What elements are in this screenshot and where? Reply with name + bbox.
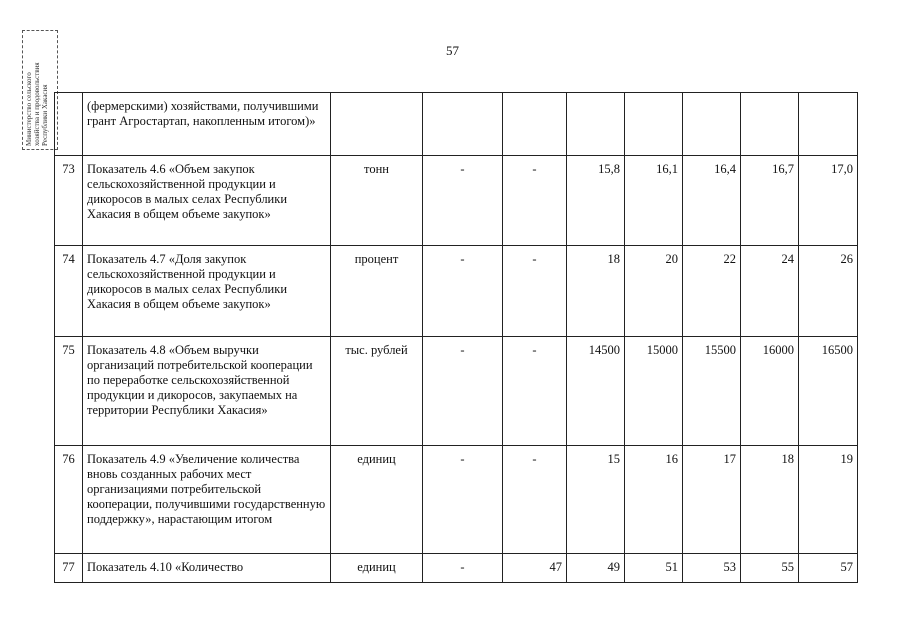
unit-cell (331, 93, 423, 156)
row-number (55, 93, 83, 156)
unit-cell: тыс. рублей (331, 337, 423, 446)
unit-cell: единиц (331, 554, 423, 583)
indicators-table (54, 92, 858, 583)
value-cell: 16,7 (741, 156, 799, 246)
page-number: 57 (446, 43, 459, 58)
indicator-name: (фермерскими) хозяйствами, получившими грант Агростартап, накопленным итогом)» (83, 93, 331, 156)
value-cell: 17 (683, 446, 741, 554)
value-cell: 22 (683, 246, 741, 337)
value-cell: 47 (503, 554, 567, 583)
value-cell: 26 (799, 246, 858, 337)
indicator-name: Показатель 4.7 «Доля закупок сельскохозяйственной продукции и дикоросов в малых селах Республики Хакасия в общем объеме закупок» (83, 246, 331, 337)
value-cell: 16 (625, 446, 683, 554)
table-row (55, 246, 858, 337)
value-cell: 51 (625, 554, 683, 583)
value-cell: 15500 (683, 337, 741, 446)
indicator-name: Показатель 4.9 «Увеличение количества вновь созданных рабочих мест организациями потребительской кооперации, получившими государственную поддержку», нарастающим итогом (83, 446, 331, 554)
row-number: 73 (55, 156, 83, 246)
value-cell: 14500 (567, 337, 625, 446)
row-number: 75 (55, 337, 83, 446)
value-cell: - (423, 446, 503, 554)
stamp-line: Республики Хакасия (41, 84, 49, 146)
value-cell: 17,0 (799, 156, 858, 246)
value-cell (799, 93, 858, 156)
value-cell: 24 (741, 246, 799, 337)
value-cell (567, 93, 625, 156)
table-row (55, 337, 858, 446)
value-cell: - (503, 246, 567, 337)
value-cell: 16,1 (625, 156, 683, 246)
value-cell (625, 93, 683, 156)
row-number: 76 (55, 446, 83, 554)
value-cell: 16000 (741, 337, 799, 446)
value-cell: - (503, 337, 567, 446)
value-cell: - (423, 554, 503, 583)
indicator-name: Показатель 4.8 «Объем выручки организаций потребительской кооперации по переработке сельскохозяйственной продукции и дикоросов, закупаемых на территории Республики Хакасия» (83, 337, 331, 446)
row-number: 74 (55, 246, 83, 337)
value-cell (683, 93, 741, 156)
stamp-line: Министерство сельского (25, 72, 33, 146)
value-cell: - (423, 246, 503, 337)
stamp-line: хозяйства и продовольствия (33, 62, 41, 146)
value-cell: 15 (567, 446, 625, 554)
unit-cell: процент (331, 246, 423, 337)
value-cell: 18 (567, 246, 625, 337)
unit-cell: тонн (331, 156, 423, 246)
value-cell: 15,8 (567, 156, 625, 246)
value-cell: 49 (567, 554, 625, 583)
value-cell: 15000 (625, 337, 683, 446)
value-cell: - (503, 446, 567, 554)
unit-cell: единиц (331, 446, 423, 554)
value-cell: 16500 (799, 337, 858, 446)
table-row (55, 93, 858, 156)
value-cell: 18 (741, 446, 799, 554)
value-cell: 19 (799, 446, 858, 554)
value-cell (503, 93, 567, 156)
table-row (55, 554, 858, 583)
indicator-name: Показатель 4.6 «Объем закупок сельскохозяйственной продукции и дикоросов в малых селах Республики Хакасия в общем объеме закупок» (83, 156, 331, 246)
value-cell: 57 (799, 554, 858, 583)
value-cell: - (503, 156, 567, 246)
row-number: 77 (55, 554, 83, 583)
value-cell: 20 (625, 246, 683, 337)
value-cell: - (423, 156, 503, 246)
table-row (55, 156, 858, 246)
value-cell: 55 (741, 554, 799, 583)
value-cell: 53 (683, 554, 741, 583)
table-row (55, 446, 858, 554)
indicator-name: Показатель 4.10 «Количество (83, 554, 331, 583)
value-cell (741, 93, 799, 156)
value-cell: - (423, 337, 503, 446)
value-cell: 16,4 (683, 156, 741, 246)
value-cell (423, 93, 503, 156)
